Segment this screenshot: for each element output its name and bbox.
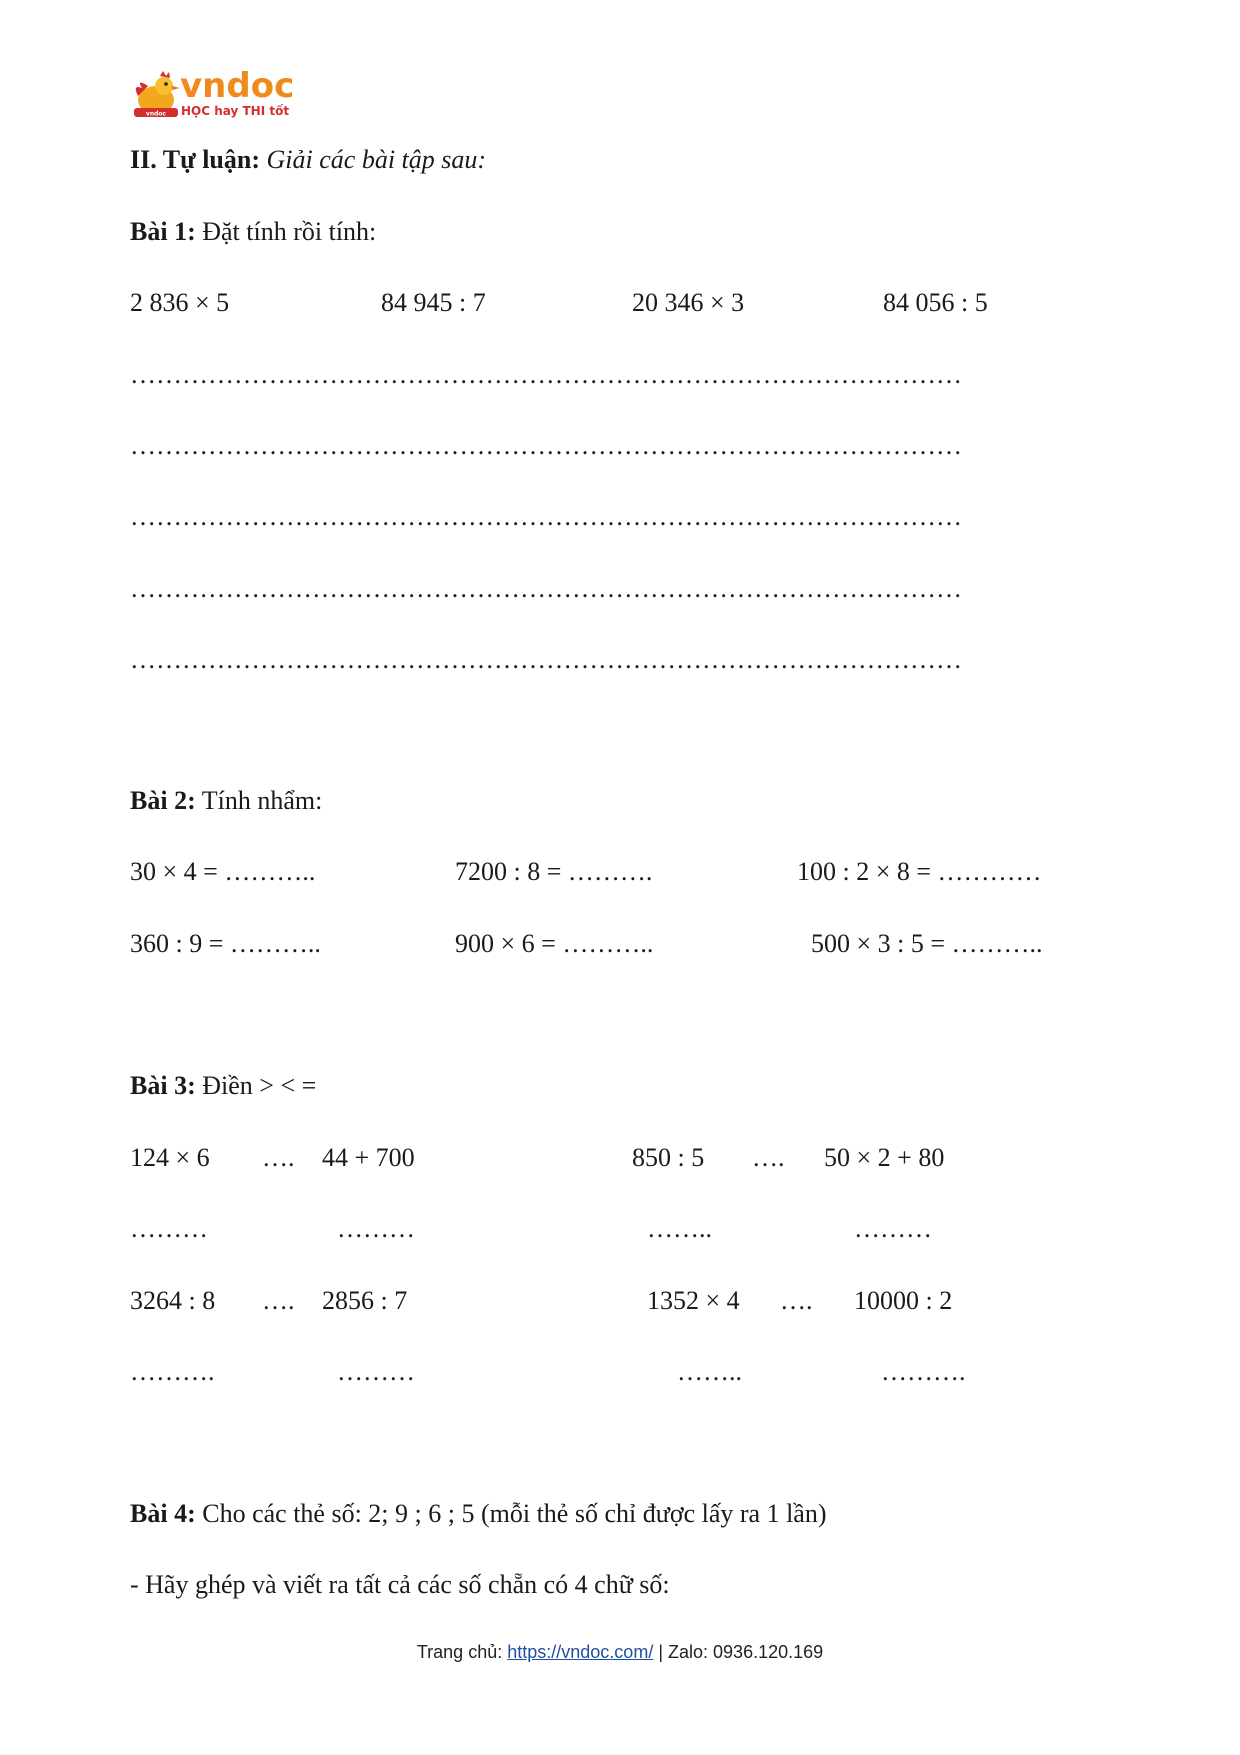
bai3-comparison-blank[interactable]: …. [780,1286,813,1315]
bai1-problem: 84 056 : 5 [883,288,988,317]
footer-prefix: Trang chủ: [416,1642,503,1662]
bai3-label: Bài 3: [130,1071,196,1100]
bai2-exercise[interactable]: 100 : 2 × 8 = ………… [797,857,1042,886]
answer-dotted-line[interactable]: …………………………………………………………………………………… [130,574,962,603]
bai3-comparison-blank[interactable]: …. [262,1143,295,1172]
answer-dotted-line[interactable]: …………………………………………………………………………………… [130,645,962,674]
bai3-expression: 2856 : 7 [322,1286,408,1315]
bai2-exercise[interactable]: 30 × 4 = ……….. [130,857,316,886]
rooster-mascot-icon [130,70,182,122]
bai1-heading [130,217,376,247]
homepage-link[interactable]: https://vndoc.com/ [507,1642,654,1662]
bai3-answer-blank[interactable]: ……… [130,1214,208,1243]
bai3-answer-blank[interactable]: …….. [677,1357,742,1386]
svg-text:vndoc: vndoc [145,110,167,118]
bai2-exercise[interactable]: 360 : 9 = ……….. [130,929,321,958]
answer-dotted-line[interactable]: …………………………………………………………………………………… [130,360,962,389]
bai3-expression: 10000 : 2 [854,1286,953,1315]
answer-dotted-line[interactable]: …………………………………………………………………………………… [130,431,962,460]
bai1-problem: 2 836 × 5 [130,288,230,317]
bai3-comparison-blank[interactable]: …. [262,1286,295,1315]
section-title: II. Tự luận: [130,145,261,174]
section-subtitle: Giải các bài tập sau: [266,145,487,174]
bai3-instruction: Điền > < = [202,1071,317,1100]
bai1-problem: 84 945 : 7 [381,288,486,317]
bai3-answer-blank[interactable]: ……… [337,1357,415,1386]
answer-dotted-line[interactable]: …………………………………………………………………………………… [130,502,962,531]
bai3-expression: 124 × 6 [130,1143,210,1172]
bai3-answer-blank[interactable]: ………. [130,1357,215,1386]
bai3-expression: 3264 : 8 [130,1286,216,1315]
bai3-expression: 850 : 5 [632,1143,705,1172]
bai4-heading [130,1499,827,1529]
bai4-instruction: Cho các thẻ số: 2; 9 ; 6 ; 5 (mỗi thẻ số chỉ được lấy ra 1 lần) [202,1499,827,1528]
bai3-expression: 1352 × 4 [647,1286,740,1315]
bai2-instruction: Tính nhẩm: [201,786,323,815]
bai3-answer-blank[interactable]: ………. [881,1357,966,1386]
bai1-instruction: Đặt tính rồi tính: [202,217,377,246]
page-footer [0,1641,1240,1663]
vndoc-logo[interactable] [130,68,295,124]
bai3-expression: 44 + 700 [322,1143,415,1172]
bai4-label: Bài 4: [130,1499,196,1528]
bai2-exercise[interactable]: 900 × 6 = ……….. [455,929,654,958]
logo-wordmark: vndoc [180,66,295,106]
bai2-label: Bài 2: [130,786,196,815]
logo-tagline: HỌC hay THI tốt [181,104,290,118]
bai3-answer-blank[interactable]: ……… [854,1214,932,1243]
bai1-label: Bài 1: [130,217,196,246]
bai3-heading [130,1071,316,1101]
bai3-expression: 50 × 2 + 80 [824,1143,945,1172]
bai1-problem: 20 346 × 3 [632,288,745,317]
bai3-answer-blank[interactable]: ……… [337,1214,415,1243]
bai3-answer-blank[interactable]: …….. [647,1214,712,1243]
bai3-comparison-blank[interactable]: …. [752,1143,785,1172]
section-heading [130,145,486,175]
bai2-exercise[interactable]: 500 × 3 : 5 = ……….. [811,929,1043,958]
bai4-task: - Hãy ghép và viết ra tất cả các số chẵn có 4 chữ số: [130,1570,670,1599]
bai2-exercise[interactable]: 7200 : 8 = ………. [455,857,653,886]
footer-contact: | Zalo: 0936.120.169 [658,1642,824,1662]
bai2-heading [130,786,322,816]
